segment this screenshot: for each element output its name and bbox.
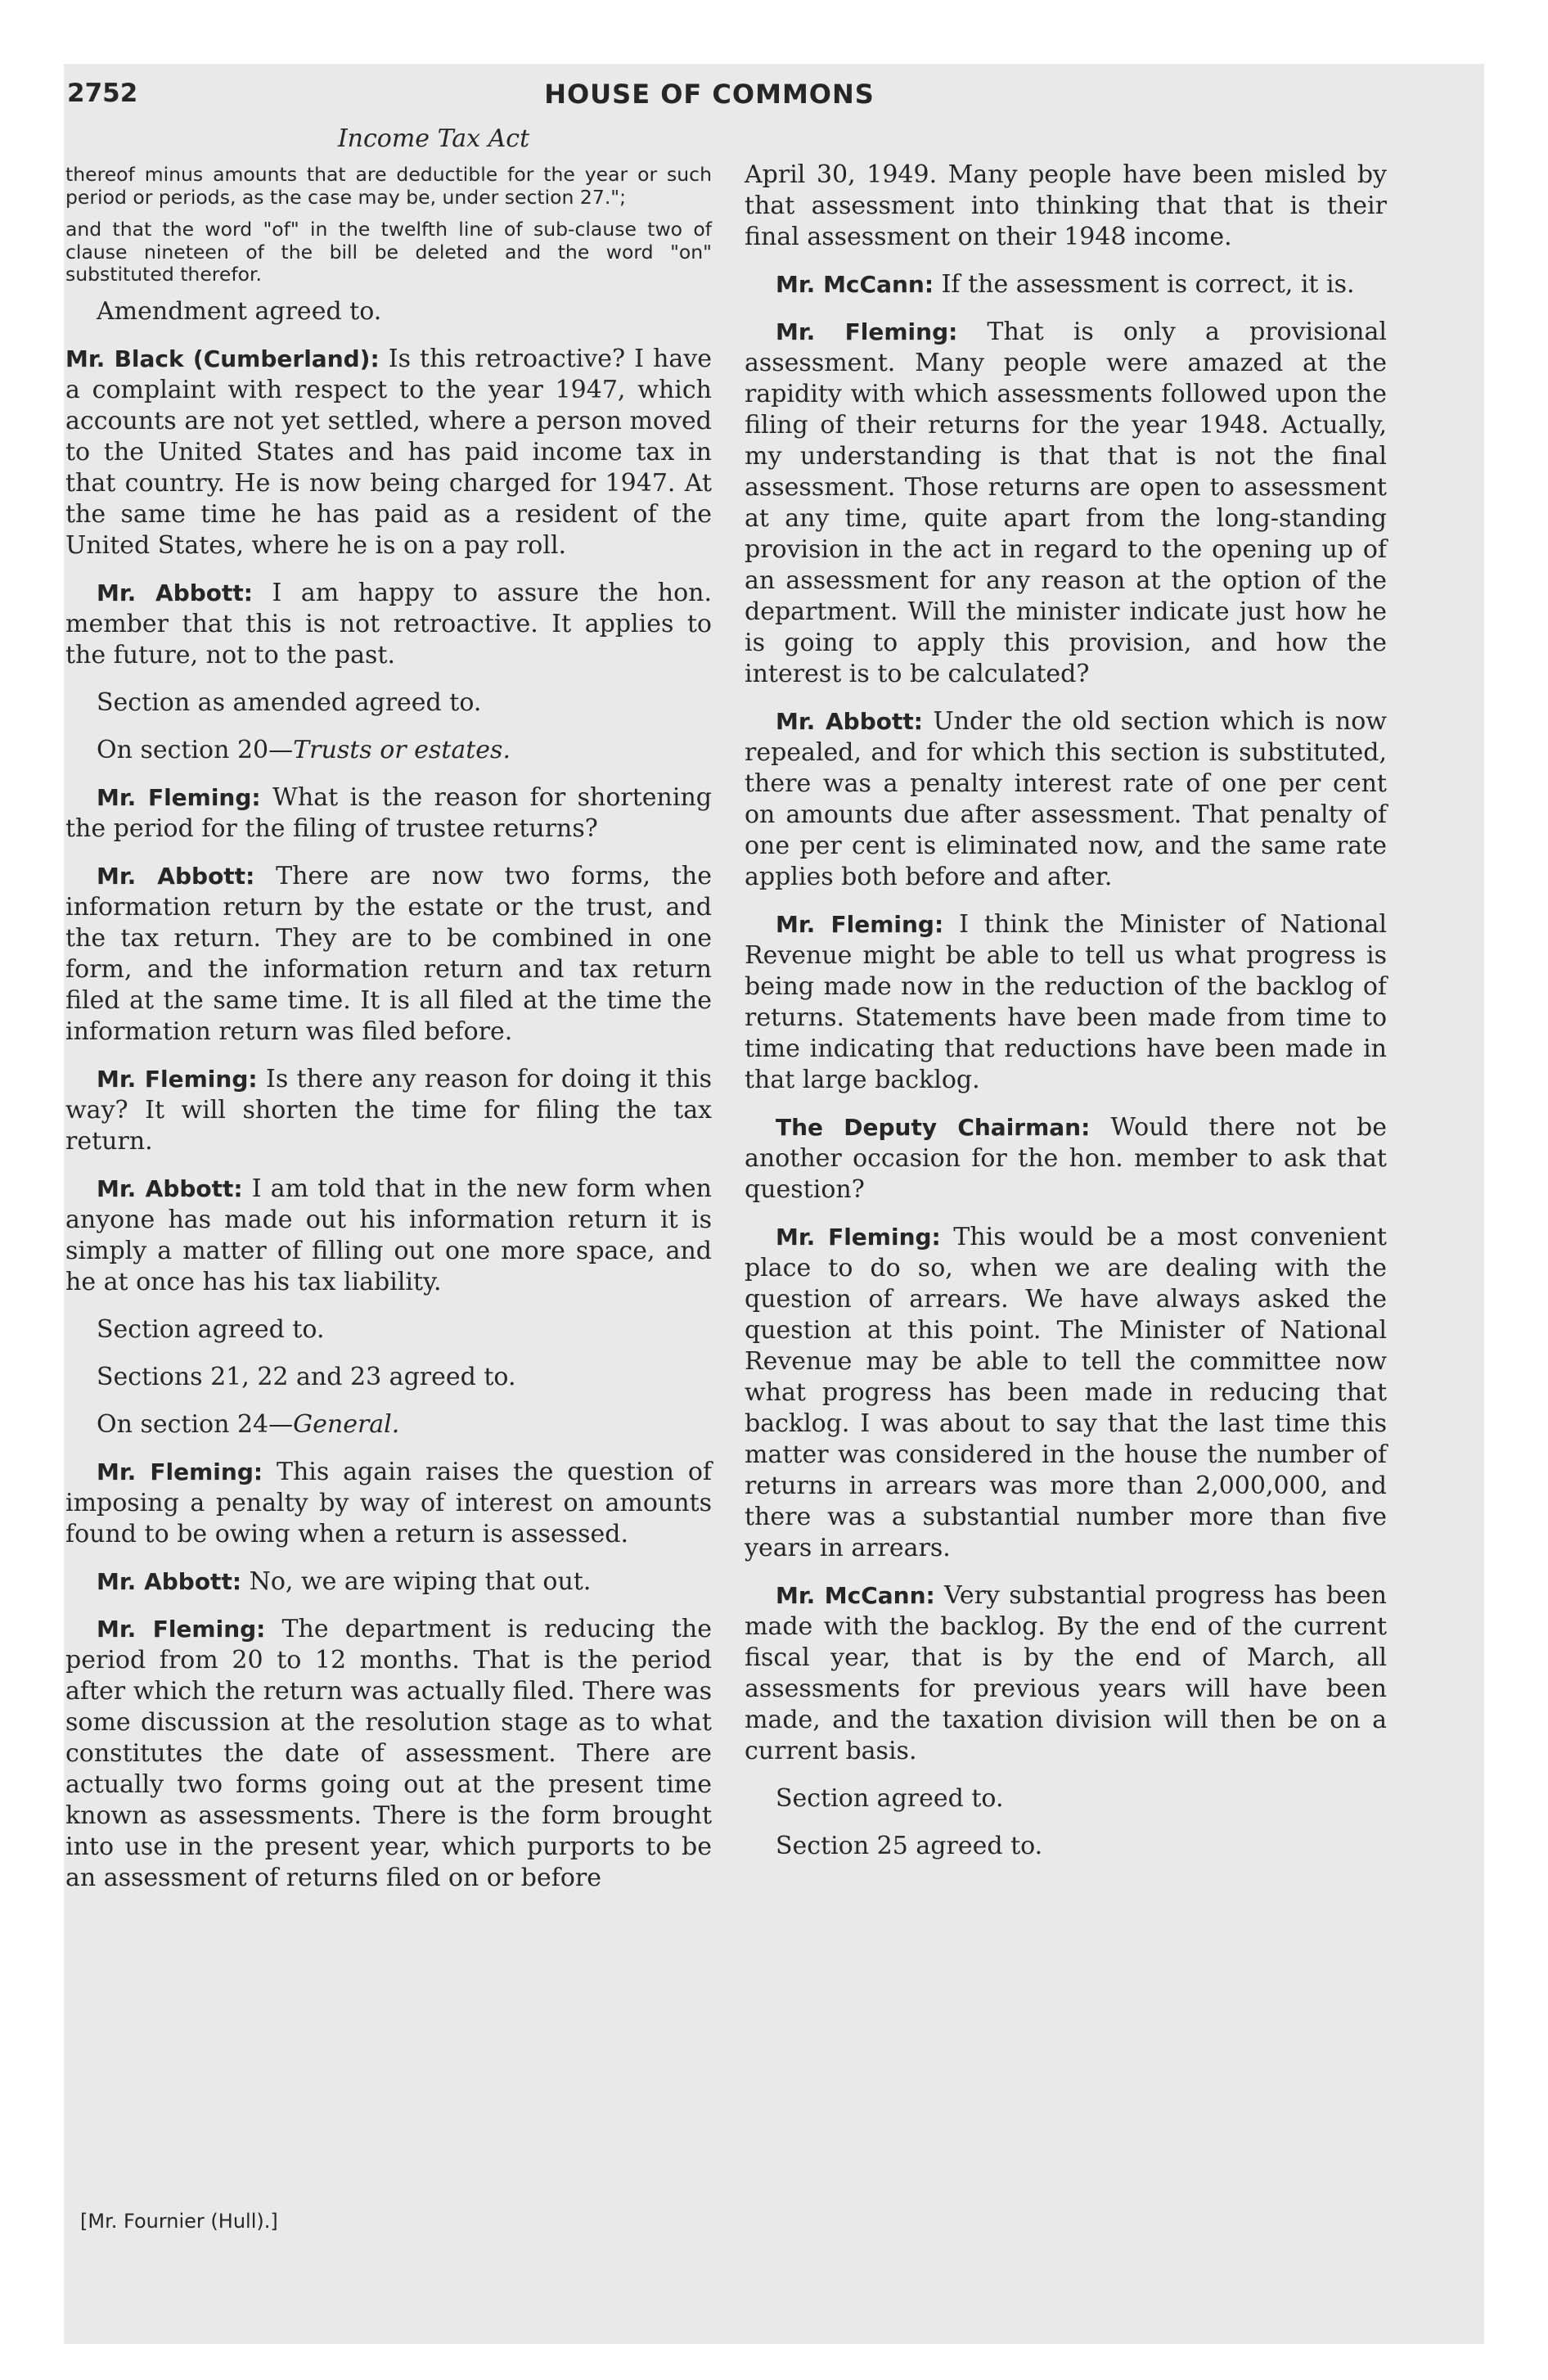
speaker-name: Mr. Abbott:	[97, 862, 255, 890]
procedural-note: Section agreed to.	[97, 1314, 325, 1344]
procedural-note: Amendment agreed to.	[97, 296, 382, 326]
speaker-name: The Deputy Chairman:	[776, 1114, 1091, 1141]
speaker-name: Mr. Abbott:	[97, 1567, 242, 1595]
speech-paragraph	[65, 578, 712, 671]
speech-text: No, we are wiping that out.	[241, 1566, 592, 1596]
speaker-name: Mr. Fleming:	[97, 1065, 258, 1093]
speech-text: This would be a most convenient place to do so, when we are dealing with the question of arrears. We have always asked the question at this point. The Minister of National Revenue may be able to tell the committee now what progress has been made in reducing that backlog. I was about to say that the last time this matter was considered in the house the number of returns in arrears was more than 2,000,000, and there was a substantial number more than five years in arrears.	[745, 1223, 1387, 1562]
speech-paragraph	[65, 1064, 712, 1157]
speech-paragraph	[745, 1222, 1387, 1564]
running-title: HOUSE OF COMMONS	[544, 79, 875, 110]
amendment-text: thereof minus amounts that are deductible for the year or such period or periods, as the case may be, under section 27.";	[65, 163, 712, 209]
speech-paragraph	[65, 344, 712, 561]
section-subtitle: Income Tax Act	[337, 124, 530, 153]
speaker-name: Mr. Abbott:	[97, 579, 254, 606]
speaker-name: Mr. Fleming:	[97, 1458, 263, 1485]
speaker-name: Mr. Fleming:	[776, 911, 944, 938]
speech-text: I am happy to assure the hon. member that this is not retroactive. It applies to the future, not to the past.	[65, 578, 712, 669]
speech-text: Is this retroactive? I have a complaint with respect to the year 1947, which accounts are not yet settled, where a person moved to the United States and has paid income tax in that country. He is now being charged for 1947. At the same time he has paid as a resident of the United States, where he is on a pay roll.	[65, 344, 713, 560]
speech-paragraph	[745, 909, 1387, 1096]
speech-paragraph	[65, 1174, 712, 1298]
procedural-note: Section as amended agreed to.	[97, 687, 482, 717]
speech-text: This again raises the question of imposing a penalty by way of interest on amounts found to be owing when a return is assessed.	[65, 1457, 712, 1548]
speech-paragraph	[65, 1457, 712, 1550]
speech-text: I think the Minister of National Revenue might be able to tell us what progress is being made now in the reduction of the backlog of returns. Statements have been made from time to time indicating that reductions have been made in that large backlog.	[745, 910, 1387, 1094]
speech-text: Would there not be another occasion for the hon. member to ask that question?	[745, 1113, 1388, 1204]
speaker-name: Mr. McCann:	[776, 271, 934, 298]
speaker-name: Mr. McCann:	[776, 1582, 935, 1609]
speaker-name: Mr. Fleming:	[97, 783, 261, 811]
speech-text: Under the old section which is now repealed, and for which this section is substituted, there was a penalty interest rate of one per cent on amounts due after assessment. That penalty of one per cent is eliminated now, and the same rate applies both before and after.	[745, 707, 1387, 891]
speaker-name: Mr. Fleming:	[97, 1615, 266, 1643]
speech-text: There are now two forms, the information return by the estate or the trust, and the tax return. They are to be combined in one form, and the information return and tax return filed at the same time. It is all filed at the time the information return was filed before.	[65, 861, 713, 1046]
speaker-name: Mr. Black (Cumberland):	[65, 345, 380, 372]
amendment-text: and that the word "of" in the twelfth line of sub-clause two of clause nineteen of the bill be deleted and the word "on" substituted therefor.	[65, 218, 712, 286]
section-heading	[65, 1409, 712, 1440]
footer-speaker-reference: [Mr. Fournier (Hull).]	[80, 2210, 278, 2233]
speech-paragraph	[745, 317, 1387, 690]
section-heading-prefix: On section 24—	[97, 1409, 294, 1439]
speech-text: Is there any reason for doing it this way? It will shorten the time for filing the tax return.	[65, 1064, 712, 1156]
right-column	[745, 160, 1387, 1878]
speech-text: What is the reason for shortening the period for the filing of trustee returns?	[65, 782, 712, 843]
speaker-name: Mr. Abbott:	[776, 708, 923, 735]
procedural-note: Section 25 agreed to.	[776, 1832, 1043, 1860]
speech-text: Very substantial progress has been made with the backlog. By the end of the current fiscal year, that is by the end of March, all assessments for previous years will have been made, and the taxation division will then be on a current basis.	[745, 1581, 1387, 1765]
speech-text: That is only a provisional assessment. Many people were amazed at the rapidity with which assessments followed upon the filing of their returns for the year 1948. Actually, my understanding is that that is not the final assessment. Those returns are open to assessment at any time, quite apart from the long-standing provision in the act in regard to the opening up of an assessment for any reason at the option of the department. Will the minister indicate just how he is going to apply this provision, and how the interest is to be calculated?	[745, 318, 1387, 688]
speech-paragraph	[745, 269, 1387, 300]
procedural-note: Sections 21, 22 and 23 agreed to.	[97, 1362, 516, 1391]
speech-paragraph	[65, 861, 712, 1048]
left-column	[65, 164, 712, 1910]
page-header	[67, 79, 1352, 119]
speech-paragraph	[65, 1566, 712, 1598]
speaker-name: Mr. Fleming:	[776, 318, 958, 345]
speech-paragraph	[745, 706, 1387, 893]
speech-text: I am told that in the new form when anyone has made out his information return it is simply a matter of filling out one more space, and he at once has his tax liability.	[65, 1174, 712, 1296]
speech-text: The department is reducing the period from 20 to 12 months. That is the period after which the return was actually filed. There was some discussion at the resolution stage as to what constitutes the date of assessment. There are actually two forms going out at the present time known as assessments. There is the form brought into use in the present year, which purports to be an assessment of returns filed on or before	[65, 1614, 713, 1892]
procedural-note: Section agreed to.	[776, 1784, 1004, 1813]
speech-paragraph	[65, 1614, 712, 1894]
section-heading	[65, 735, 712, 766]
speech-continuation: April 30, 1949. Many people have been misled by that assessment into thinking that that is their final assessment on their 1948 income.	[745, 160, 1387, 251]
section-heading-prefix: On section 20—	[97, 735, 294, 764]
page-number: 2752	[67, 79, 138, 108]
speaker-name: Mr. Abbott:	[97, 1174, 243, 1202]
section-heading-title: General.	[293, 1409, 400, 1439]
speech-paragraph	[65, 782, 712, 845]
section-heading-title: Trusts or estates.	[293, 735, 511, 764]
speaker-name: Mr. Fleming:	[776, 1224, 941, 1251]
speech-text: If the assessment is correct, it is.	[934, 270, 1355, 299]
speech-paragraph	[745, 1580, 1387, 1767]
speech-paragraph	[745, 1112, 1387, 1206]
